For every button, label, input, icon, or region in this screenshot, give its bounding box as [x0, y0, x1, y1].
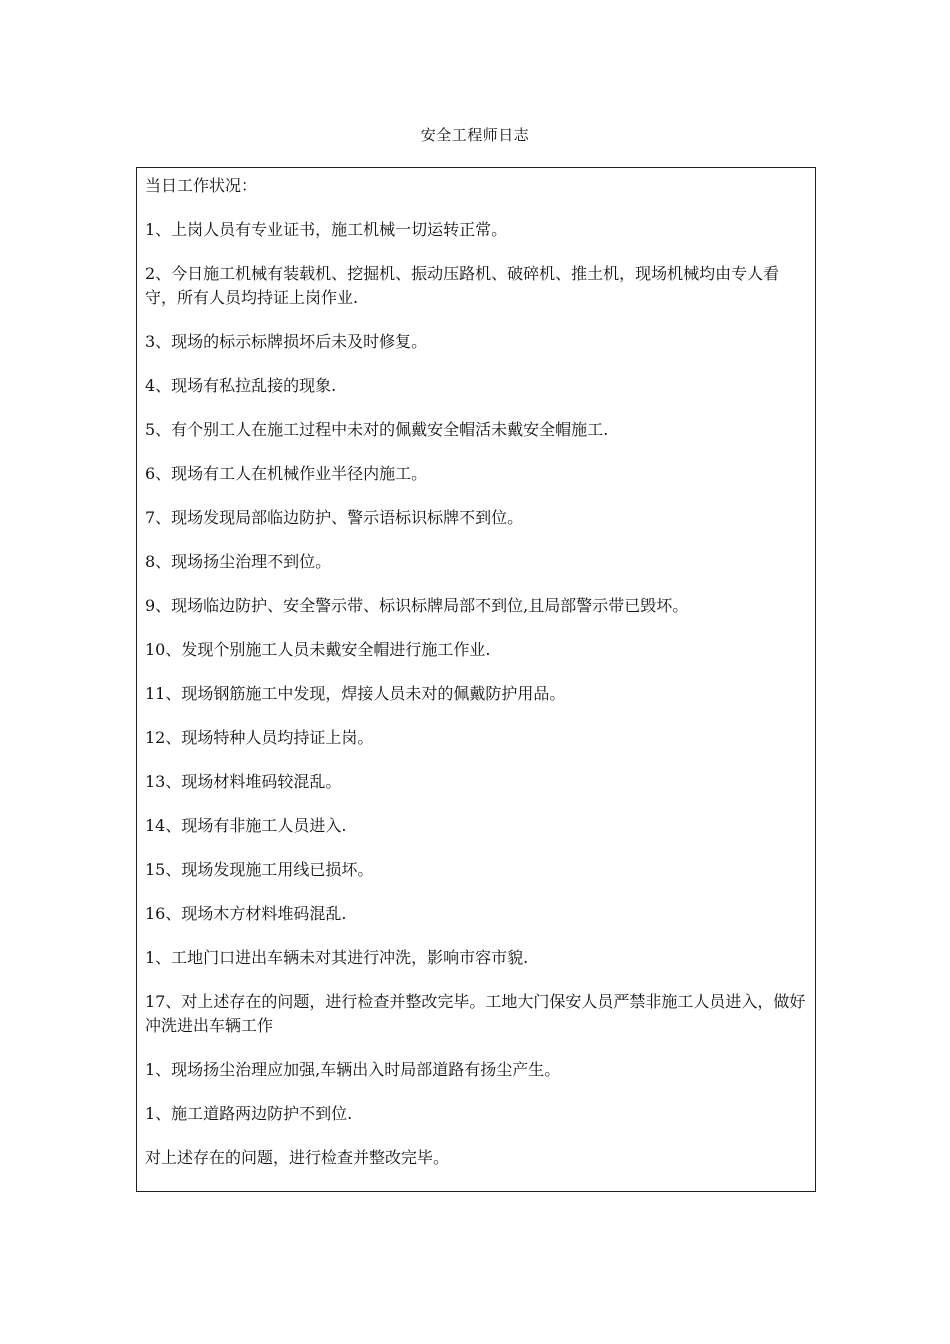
section-heading: 当日工作状况：	[145, 176, 258, 195]
log-entry: 16、现场木方材料堆码混乱.	[145, 904, 347, 923]
log-entry: 13、现场材料堆码较混乱。	[145, 772, 342, 791]
log-entry: 11、现场钢筋施工中发现，焊接人员未对的佩戴防护用品。	[145, 684, 566, 703]
log-entry: 9、现场临边防护、安全警示带、标识标牌局部不到位,且局部警示带已毁坏。	[145, 596, 689, 615]
log-entry: 4、现场有私拉乱接的现象.	[145, 376, 337, 395]
daily-log-table-cell	[136, 167, 816, 1192]
log-entry: 3、现场的标示标牌损坏后未及时修复。	[145, 332, 428, 351]
log-entry: 1、上岗人员有专业证书，施工机械一切运转正常。	[145, 220, 508, 239]
log-entry: 15、现场发现施工用线已损坏。	[145, 860, 374, 879]
log-entry: 对上述存在的问题，进行检查并整改完毕。	[145, 1148, 450, 1167]
log-entry: 12、现场特种人员均持证上岗。	[145, 728, 374, 747]
log-entry: 2、今日施工机械有装载机、挖掘机、振动压路机、破碎机、推土机，现场机械均由专人看守，所有人员均持证上岗作业.	[145, 264, 780, 307]
log-entry: 14、现场有非施工人员进入.	[145, 816, 347, 835]
log-entry: 1、施工道路两边防护不到位.	[145, 1104, 353, 1123]
document-title: 安全工程师日志	[420, 126, 530, 144]
log-entry: 17、对上述存在的问题，进行检查并整改完毕。工地大门保安人员严禁非施工人员进入，做好冲洗进出车辆工作	[145, 992, 806, 1035]
log-entry: 1、现场扬尘治理应加强,车辆出入时局部道路有扬尘产生。	[145, 1060, 561, 1079]
log-entry: 6、现场有工人在机械作业半径内施工。	[145, 464, 428, 483]
log-entry: 1、工地门口进出车辆未对其进行冲洗，影响市容市貌.	[145, 948, 529, 967]
log-entry: 7、现场发现局部临边防护、警示语标识标牌不到位。	[145, 508, 524, 527]
log-entry: 8、现场扬尘治理不到位。	[145, 552, 332, 571]
log-entry: 10、发现个别施工人员未戴安全帽进行施工作业.	[145, 640, 491, 659]
log-entry: 5、有个别工人在施工过程中未对的佩戴安全帽活未戴安全帽施工.	[145, 420, 609, 439]
log-entry-list	[145, 218, 807, 1170]
